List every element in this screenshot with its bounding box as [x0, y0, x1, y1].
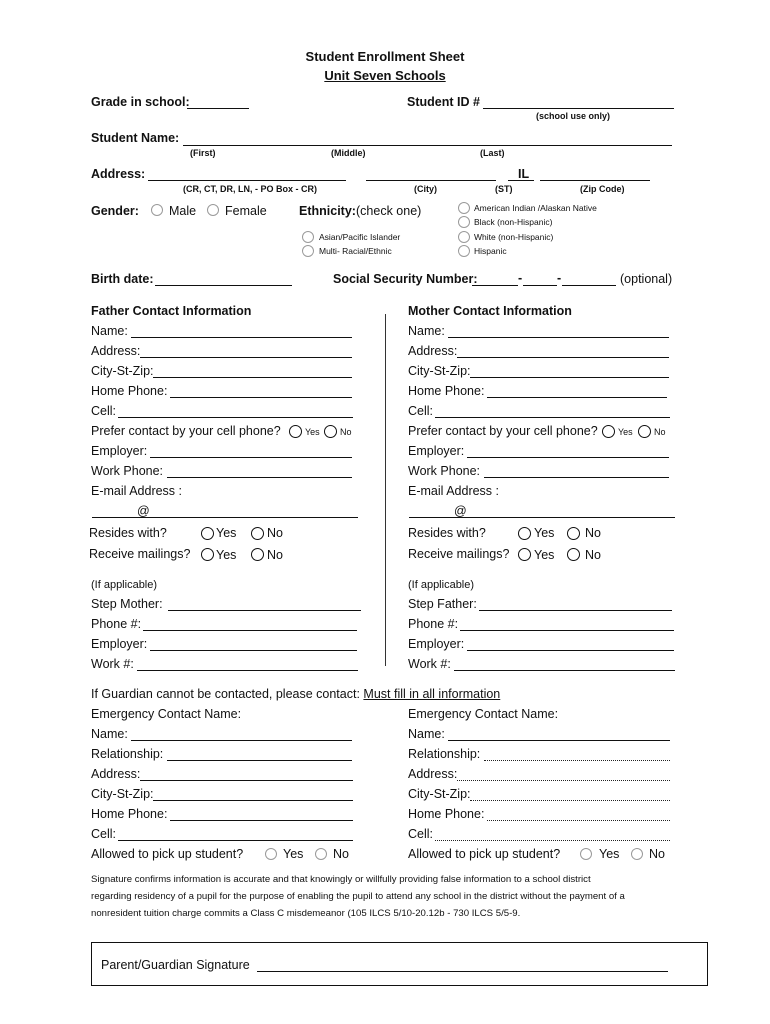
mother-work-phone-field[interactable] — [484, 477, 669, 478]
father-work-phone-field[interactable] — [167, 477, 352, 478]
emergency2-relationship-label: Relationship: — [408, 747, 481, 761]
ethnicity-hint: (check one) — [356, 204, 422, 218]
form-title: Student Enrollment Sheet — [305, 49, 465, 64]
step-mother-phone-label: Phone #: — [91, 617, 142, 631]
father-prefer-yes-radio[interactable] — [289, 425, 302, 438]
father-email-at: @ — [137, 504, 150, 518]
emergency2-allowed-no-radio[interactable] — [631, 848, 643, 860]
emergency2-allowed-yes-label: Yes — [599, 847, 620, 861]
emergency1-address-field[interactable] — [140, 780, 353, 781]
father-city-label: City-St-Zip: — [91, 364, 154, 378]
mother-address-field[interactable] — [457, 357, 669, 358]
emergency1-city-label: City-St-Zip: — [91, 787, 154, 801]
ethnicity-white-radio[interactable] — [458, 231, 470, 243]
father-email-label: E-mail Address : — [91, 484, 183, 498]
step-father-employer-label: Employer: — [408, 637, 465, 651]
gender-label: Gender: — [91, 204, 139, 218]
father-cell-label: Cell: — [91, 404, 117, 418]
student-id-field[interactable] — [483, 108, 674, 109]
guardian-text: If Guardian cannot be contacted, please contact: — [91, 687, 364, 701]
step-mother-work-field[interactable] — [137, 670, 358, 671]
ethnicity-asian-label: Asian/Pacific Islander — [319, 232, 401, 242]
emergency2-cell-field[interactable] — [435, 840, 670, 841]
state-hint: (ST) — [495, 184, 513, 194]
emergency1-allowed-no-label: No — [333, 847, 349, 861]
step-mother-work-label: Work #: — [91, 657, 134, 671]
step-mother-phone-field[interactable] — [143, 630, 357, 631]
mother-email-field[interactable] — [409, 517, 675, 518]
emergency2-city-field[interactable] — [470, 800, 670, 801]
father-employer-label: Employer: — [91, 444, 148, 458]
ethnicity-hispanic-radio[interactable] — [458, 245, 470, 257]
ssn-part2-field[interactable] — [523, 285, 557, 286]
father-receive-no-radio[interactable] — [251, 548, 264, 561]
gender-female-radio[interactable] — [207, 204, 219, 216]
emergency2-address-field[interactable] — [457, 780, 670, 781]
mother-receive-yes-radio[interactable] — [518, 548, 531, 561]
city-hint: (City) — [414, 184, 437, 194]
emergency2-home-phone-label: Home Phone: — [408, 807, 485, 821]
zip-field[interactable] — [540, 180, 650, 181]
father-city-field[interactable] — [153, 377, 352, 378]
must-fill-note: Must fill in all information — [363, 687, 501, 701]
father-home-phone-label: Home Phone: — [91, 384, 168, 398]
mother-home-phone-label: Home Phone: — [408, 384, 485, 398]
emergency2-relationship-field[interactable] — [484, 760, 670, 761]
student-id-label: Student ID # — [407, 95, 480, 109]
step-father-work-label: Work #: — [408, 657, 451, 671]
father-email-field[interactable] — [92, 517, 358, 518]
emergency1-city-field[interactable] — [153, 800, 353, 801]
guardian-instruction — [91, 688, 500, 701]
mother-receive-no-radio[interactable] — [567, 548, 580, 561]
emergency1-cell-label: Cell: — [91, 827, 117, 841]
first-name-hint: (First) — [190, 148, 216, 158]
father-home-phone-field[interactable] — [170, 397, 352, 398]
school-use-note: (school use only) — [536, 111, 611, 121]
mother-prefer-no-label: No — [654, 427, 666, 437]
father-name-field[interactable] — [131, 337, 352, 338]
emergency1-home-phone-label: Home Phone: — [91, 807, 168, 821]
emergency2-city-label: City-St-Zip: — [408, 787, 471, 801]
mother-name-label: Name: — [408, 324, 445, 338]
mother-prefer-yes-radio[interactable] — [602, 425, 615, 438]
ethnicity-asian-radio[interactable] — [302, 231, 314, 243]
ethnicity-multi-label: Multi- Racial/Ethnic — [319, 246, 392, 256]
emergency1-allowed-yes-radio[interactable] — [265, 848, 277, 860]
ssn-part1-field[interactable] — [472, 285, 518, 286]
grade-label: Grade in school: — [91, 95, 190, 109]
father-receive-yes-radio[interactable] — [201, 548, 214, 561]
mother-email-at: @ — [454, 504, 467, 518]
ethnicity-black-label: Black (non-Hispanic) — [474, 217, 553, 227]
mother-receive-no-label: No — [585, 548, 601, 562]
emergency2-home-phone-field[interactable] — [487, 820, 670, 821]
step-father-label: Step Father: — [408, 597, 477, 611]
emergency1-relationship-field[interactable] — [167, 760, 352, 761]
father-resides-no-label: No — [267, 526, 283, 540]
mother-resides-yes-radio[interactable] — [518, 527, 531, 540]
emergency2-address-label: Address: — [408, 767, 458, 781]
last-name-hint: (Last) — [480, 148, 505, 158]
step-father-phone-label: Phone #: — [408, 617, 459, 631]
step-father-employer-field[interactable] — [467, 650, 674, 651]
emergency1-allowed-yes-label: Yes — [283, 847, 304, 861]
address-label: Address: — [91, 167, 146, 181]
disclaimer-line-1: Signature confirms information is accurate and that knowingly or willfully providing false information to a school district — [91, 874, 591, 885]
emergency1-heading: Emergency Contact Name: — [91, 707, 242, 721]
mother-resides-no-radio[interactable] — [567, 527, 580, 540]
birth-date-field[interactable] — [155, 285, 292, 286]
mother-home-phone-field[interactable] — [487, 397, 667, 398]
step-mother-employer-label: Employer: — [91, 637, 148, 651]
ethnicity-american-indian-label: American Indian /Alaskan Native — [474, 203, 597, 213]
street-hint: (CR, CT, DR, LN, - PO Box - CR) — [183, 184, 317, 194]
mother-resides-label: Resides with? — [408, 526, 486, 540]
step-mother-field[interactable] — [168, 610, 361, 611]
column-divider — [385, 314, 386, 666]
father-cell-field[interactable] — [118, 417, 353, 418]
gender-male-label: Male — [169, 204, 197, 218]
emergency1-allowed-label: Allowed to pick up student? — [91, 847, 244, 861]
father-resides-yes-radio[interactable] — [201, 527, 214, 540]
father-prefer-no-label: No — [340, 427, 352, 437]
signature-label: Parent/Guardian Signature — [101, 958, 250, 972]
father-resides-yes-label: Yes — [216, 526, 237, 540]
step-mother-label: Step Mother: — [91, 597, 163, 611]
ssn-dash-2: - — [557, 271, 562, 285]
emergency1-home-phone-field[interactable] — [170, 820, 353, 821]
father-address-field[interactable] — [140, 357, 352, 358]
father-name-label: Name: — [91, 324, 128, 338]
father-receive-label: Receive mailings? — [89, 547, 191, 561]
ethnicity-black-radio[interactable] — [458, 216, 470, 228]
disclaimer-line-3: nonresident tuition charge commits a Class C misdemeanor (105 ILCS 5/10-20.12b - 730 ILCS 5/5-9. — [91, 908, 521, 919]
grade-field[interactable] — [187, 108, 249, 109]
student-name-label: Student Name: — [91, 131, 180, 145]
ssn-optional: (optional) — [620, 272, 673, 286]
emergency1-cell-field[interactable] — [118, 840, 353, 841]
zip-hint: (Zip Code) — [580, 184, 625, 194]
step-father-field[interactable] — [479, 610, 672, 611]
mother-work-phone-label: Work Phone: — [408, 464, 481, 478]
father-employer-field[interactable] — [150, 457, 352, 458]
mother-prefer-no-radio[interactable] — [638, 425, 651, 438]
ssn-part3-field[interactable] — [562, 285, 616, 286]
emergency1-address-label: Address: — [91, 767, 141, 781]
emergency2-heading: Emergency Contact Name: — [408, 707, 559, 721]
ethnicity-multi-radio[interactable] — [302, 245, 314, 257]
city-field[interactable] — [366, 180, 496, 181]
middle-name-hint: (Middle) — [331, 148, 366, 158]
emergency2-allowed-label: Allowed to pick up student? — [408, 847, 561, 861]
ethnicity-hispanic-label: Hispanic — [474, 246, 507, 256]
birth-date-label: Birth date: — [91, 272, 154, 286]
step-mother-employer-field[interactable] — [150, 650, 357, 651]
mother-employer-field[interactable] — [467, 457, 669, 458]
emergency2-cell-label: Cell: — [408, 827, 434, 841]
ssn-dash-1: - — [518, 271, 523, 285]
mother-resides-yes-label: Yes — [534, 526, 555, 540]
step-father-work-field[interactable] — [454, 670, 675, 671]
ethnicity-white-label: White (non-Hispanic) — [474, 232, 554, 242]
ssn-label: Social Security Number: — [333, 272, 478, 286]
emergency1-name-field[interactable] — [131, 740, 352, 741]
state-value: IL — [518, 167, 530, 181]
father-heading: Father Contact Information — [91, 304, 252, 318]
father-receive-no-label: No — [267, 548, 283, 562]
mother-employer-label: Employer: — [408, 444, 465, 458]
student-name-field[interactable] — [183, 145, 672, 146]
emergency2-name-label: Name: — [408, 727, 445, 741]
signature-field[interactable] — [257, 971, 668, 972]
disclaimer-line-2: regarding residency of a pupil for the purpose of enabling the pupil to attend any school in the district without the payment of a — [91, 891, 625, 902]
mother-email-label: E-mail Address : — [408, 484, 500, 498]
mother-heading: Mother Contact Information — [408, 304, 572, 318]
mother-prefer-label: Prefer contact by your cell phone? — [408, 424, 598, 438]
mother-name-field[interactable] — [448, 337, 669, 338]
father-work-phone-label: Work Phone: — [91, 464, 164, 478]
street-field[interactable] — [148, 180, 346, 181]
mother-address-label: Address: — [408, 344, 458, 358]
father-prefer-no-radio[interactable] — [324, 425, 337, 438]
mother-receive-yes-label: Yes — [534, 548, 555, 562]
mother-cell-label: Cell: — [408, 404, 434, 418]
father-receive-yes-label: Yes — [216, 548, 237, 562]
mother-resides-no-label: No — [585, 526, 601, 540]
ethnicity-label: Ethnicity: — [299, 204, 356, 218]
father-prefer-yes-label: Yes — [305, 427, 320, 437]
ethnicity-american-indian-radio[interactable] — [458, 202, 470, 214]
emergency1-name-label: Name: — [91, 727, 128, 741]
emergency2-allowed-no-label: No — [649, 847, 665, 861]
state-underline — [508, 180, 534, 181]
emergency1-allowed-no-radio[interactable] — [315, 848, 327, 860]
mother-applicable-note: (If applicable) — [408, 579, 475, 591]
mother-cell-field[interactable] — [435, 417, 670, 418]
father-prefer-label: Prefer contact by your cell phone? — [91, 424, 281, 438]
gender-male-radio[interactable] — [151, 204, 163, 216]
mother-city-field[interactable] — [470, 377, 669, 378]
school-name: Unit Seven Schools — [324, 68, 446, 83]
father-address-label: Address: — [91, 344, 141, 358]
mother-receive-label: Receive mailings? — [408, 547, 510, 561]
father-applicable-note: (If applicable) — [91, 579, 158, 591]
mother-city-label: City-St-Zip: — [408, 364, 471, 378]
mother-prefer-yes-label: Yes — [618, 427, 633, 437]
step-father-phone-field[interactable] — [460, 630, 674, 631]
emergency2-name-field[interactable] — [448, 740, 670, 741]
emergency1-relationship-label: Relationship: — [91, 747, 164, 761]
emergency2-allowed-yes-radio[interactable] — [580, 848, 592, 860]
father-resides-label: Resides with? — [89, 526, 167, 540]
father-resides-no-radio[interactable] — [251, 527, 264, 540]
gender-female-label: Female — [225, 204, 267, 218]
